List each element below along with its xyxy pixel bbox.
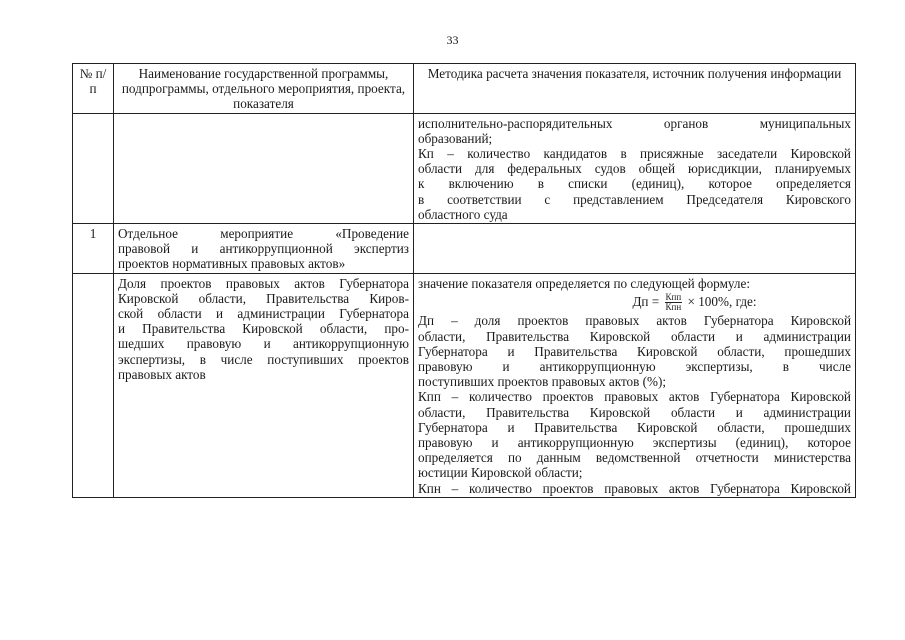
- table-row: [73, 113, 856, 223]
- method-line: Кпн – количество проектов правовых актов Губернатора Кировской: [418, 480, 851, 496]
- method-line: правовую и антикоррупционную экспертизы (единиц), которое: [418, 434, 851, 450]
- formula-equals: =: [651, 293, 660, 309]
- method-line: Дп – доля проектов правовых актов Губернатора Кировской: [418, 313, 851, 329]
- name-line: шедших правовую и антикоррупционную: [118, 336, 409, 352]
- header-method: Методика расчета значения показателя, источник получения информации: [414, 64, 856, 114]
- method-line: области, Правительства Кировской области и администрации: [418, 328, 851, 344]
- cell-num: [73, 273, 114, 497]
- cell-name: [114, 113, 414, 223]
- name-line: Доля проектов правовых актов Губернатора: [118, 275, 409, 291]
- formula: [418, 293, 851, 312]
- cell-method: [414, 273, 856, 497]
- method-line: области для федеральных судов общей юрисдикции, планируемых: [418, 161, 851, 177]
- name-line: экспертизы, в числе поступивших проектов: [118, 351, 409, 367]
- header-name: Наименование государственной программы, подпрограммы, отдельного мероприятия, проекта, показателя: [114, 64, 414, 114]
- page-number: 33: [446, 33, 459, 47]
- method-line: образований;: [418, 130, 493, 146]
- name-line: правовых актов: [118, 366, 206, 382]
- method-line: к включению в списки (единиц), которое определяется: [418, 176, 851, 192]
- formula-denominator: Кпн: [665, 302, 682, 313]
- table-row: [73, 273, 856, 497]
- method-line: в соответствии с представлением Председателя Кировского: [418, 191, 851, 207]
- methodology-table: [72, 63, 856, 498]
- formula-suffix: × 100%, где:: [687, 293, 757, 309]
- name-line: и Правительства Кировской области, про-: [118, 321, 409, 337]
- name-line: Отдельное мероприятие «Проведение: [118, 226, 409, 242]
- method-line: Губернатора и Правительства Кировской области, прошедших: [418, 419, 851, 435]
- cell-name: [114, 273, 414, 497]
- method-line: Губернатора и Правительства Кировской области, прошедших: [418, 343, 851, 359]
- method-line: исполнительно-распорядительных органов муниципальных: [418, 115, 851, 131]
- name-line: правовой и антикоррупционной экспертиз: [118, 241, 409, 257]
- cell-method: [414, 113, 856, 223]
- table-header-row: [73, 64, 856, 114]
- name-line: проектов нормативных правовых актов»: [118, 256, 346, 272]
- method-line: областного суда: [418, 206, 508, 222]
- cell-num: [73, 113, 114, 223]
- name-line: Кировской области, Правительства Киров-: [118, 290, 409, 306]
- formula-fraction: [665, 293, 683, 312]
- table-row: [73, 224, 856, 274]
- cell-name: [114, 224, 414, 274]
- name-line: ской области и администрации Губернатора: [118, 306, 409, 322]
- method-intro: значение показателя определяется по следующей формуле:: [418, 275, 751, 291]
- formula-lhs: Дп: [632, 293, 649, 309]
- method-line: Кп – количество кандидатов в присяжные заседатели Кировской: [418, 146, 851, 162]
- method-line: юстиции Кировской области;: [418, 465, 583, 481]
- header-num: № п/п: [73, 64, 114, 114]
- cell-num: 1: [73, 224, 114, 274]
- method-line: поступивших проектов правовых актов (%);: [418, 374, 667, 390]
- cell-method: [414, 224, 856, 274]
- method-line: правовую и антикоррупционную экспертизы, в числе: [418, 358, 851, 374]
- method-line: определяется по данным ведомственной отчетности министерства: [418, 450, 851, 466]
- method-line: области, Правительства Кировской области и администрации: [418, 404, 851, 420]
- formula-numerator: Кпп: [665, 292, 682, 303]
- method-line: Кпп – количество проектов правовых актов Губернатора Кировской: [418, 389, 851, 405]
